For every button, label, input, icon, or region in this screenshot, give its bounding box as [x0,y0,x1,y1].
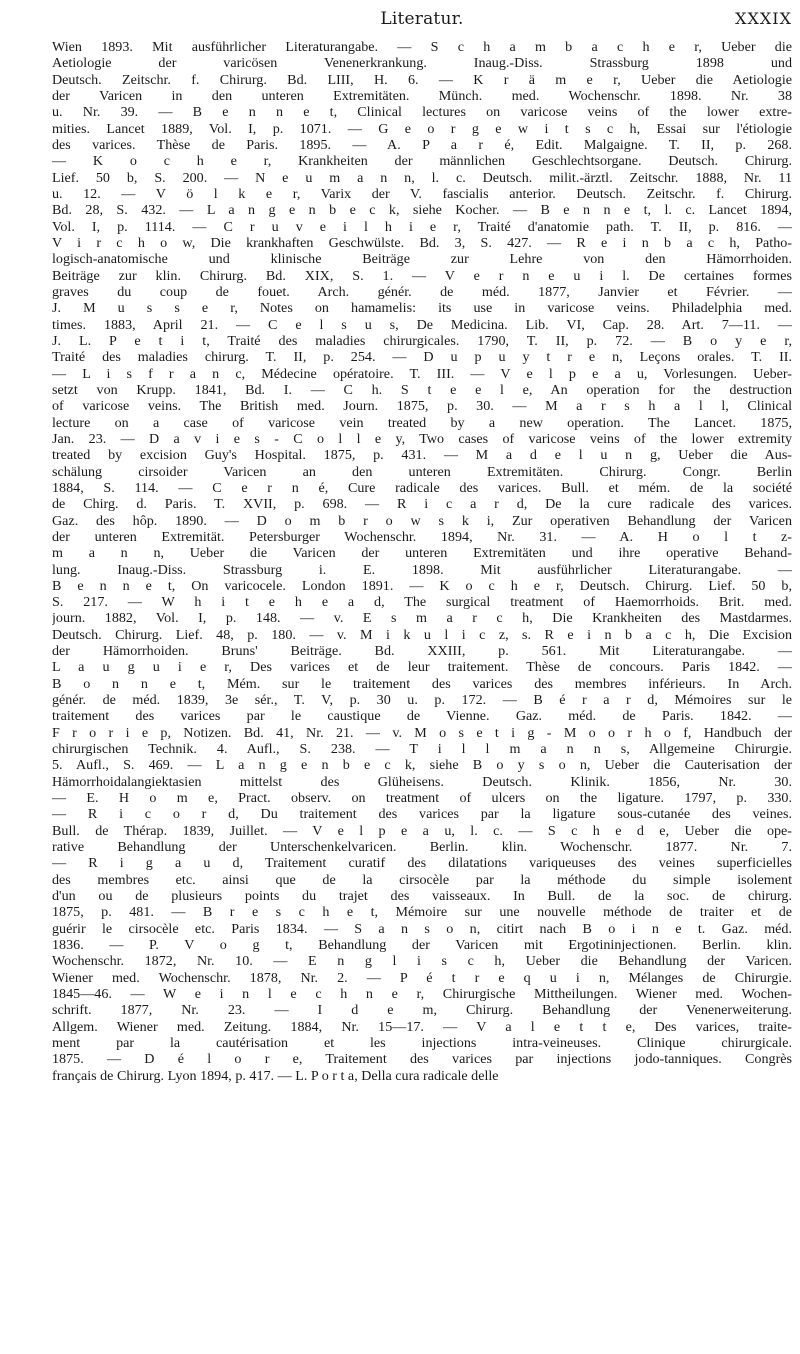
page-number: XXXIX [735,9,792,28]
text-line: génér. de méd. 1839, 3e sér., T. V, p. 30 u. p. 172. — B é r a r d, Mémoires sur le [52,692,792,709]
running-head [52,6,792,32]
text-line: — K o c h e r, Krankheiten der männlichen Geschlechtsorgane. Deutsch. Chirurg. [52,153,792,170]
text-line: V i r c h o w, Die krankhaften Geschwülste. Bd. 3, S. 427. — R e i n b a c h, Patho- [52,234,792,251]
text-line: 1875. — D é l o r e, Traitement des varices par injections jodo-tanniques. Congrès [52,1051,792,1068]
text-line: setzt von Krupp. 1841, Bd. I. — C h. S t e e l e, An operation for the destruction [52,381,792,398]
text-line: of varicose veins. The British med. Journ. 1875, p. 30. — M a r s h a l l, Clinical [52,398,792,415]
text-line: Deutsch. Chirurg. Lief. 48, p. 180. — v. M i k u l i c z, s. R e i n b a c h, Die Excision [52,626,792,643]
text-line: — E. H o m e, Pract. observ. on treatment of ulcers on the ligature. 1797, p. 330. [52,790,792,807]
text-line: Gaz. des hôp. 1890. — D o m b r o w s k i, Zur operativen Behandlung der Varicen [52,512,792,529]
text-line: treated by excision Guy's Hospital. 1875, p. 431. — M a d e l u n g, Ueber die Aus- [52,447,792,464]
text-line: lecture on a case of varicose vein treated by a new operation. The Lancet. 1875, [52,414,792,431]
text-line: ment par la cautérisation et les injections intra-veineuses. Clinique chirurgicale. [52,1035,792,1052]
text-line: des varices. Thèse de Paris. 1895. — A. P a r é, Edit. Malgaigne. T. II, p. 268. [52,136,792,153]
text-line: Wiener med. Wochenschr. 1878, Nr. 2. — P é t r e q u i n, Mélanges de Chirurgie. [52,969,792,986]
text-line: schälung cirsoider Varicen an den unteren Extremitäten. Chirurg. Congr. Berlin [52,463,792,480]
text-line: français de Chirurg. Lyon 1894, p. 417. — L. P o r t a, Della cura radicale delle [52,1067,499,1084]
text-line: Bull. de Thérap. 1839, Juillet. — V e l p e a u, l. c. — S c h e d e, Ueber die ope- [52,822,792,839]
text-line: d'un ou de plusieurs points du trajet des vaisseaux. In Bull. de la soc. de chirurg. [52,888,792,905]
text-line: 5. Aufl., S. 469. — L a n g e n b e c k, siehe B o y s o n, Ueber die Cauterisation der [52,757,792,774]
text-line: — L i s f r a n c, Médecine opératoire. T. III. — V e l p e a u, Vorlesungen. Ueber- [52,365,792,382]
text-line: rative Behandlung der Unterschenkelvaricen. Berlin. klin. Wochenschr. 1877. Nr. 7. [52,839,792,856]
text-line: der Hämorrhoiden. Bruns' Beiträge. Bd. XXIII, p. 561. Mit Literaturangabe. — [52,643,792,660]
text-line: 1884, S. 114. — C e r n é, Cure radicale des varices. Bull. et mém. de la société [52,479,792,496]
text-line: Wien 1893. Mit ausführlicher Literaturangabe. — S c h a m b a c h e r, Ueber die [52,39,792,55]
text-line: m a n n, Ueber die Varicen der unteren Extremitäten und ihre operative Behand- [52,545,792,562]
text-line: Bd. 28, S. 432. — L a n g e n b e c k, siehe Kocher. — B e n n e t, l. c. Lancet 1894, [52,202,792,219]
text-line: 1836. — P. V o g t, Behandlung der Varicen mit Ergotininjectionen. Berlin. klin. [52,937,792,954]
text-line: B e n n e t, On varicocele. London 1891. — K o c h e r, Deutsch. Chirurg. Lief. 50 b, [52,577,792,594]
text-line: S. 217. — W h i t e h e a d, The surgical treatment of Haemorrhoids. Brit. med. [52,594,792,611]
text-line: guérir le cirsocèle etc. Paris 1834. — S a n s o n, citirt nach B o i n e t. Gaz. méd. [52,920,792,937]
text-line: Jan. 23. — D a v i e s - C o l l e y, Two cases of varicose veins of the lower extremity [52,430,792,447]
text-line: u. Nr. 39. — B e n n e t, Clinical lectures on varicose veins of the lower extre- [52,104,792,121]
bibliography-text [52,39,792,1084]
text-line: — R i g a u d, Traitement curatif des dilatations variqueuses des veines superficielles [52,855,792,872]
text-line: logisch-anatomische und klinische Beiträge zur Lehre von den Hämorrhoiden. [52,251,792,268]
text-line: Vol. I, p. 1114. — C r u v e i l h i e r, Traité d'anatomie path. T. II, p. 816. — [52,218,792,235]
page-title: Literatur. [380,9,464,29]
text-line: L a u g u i e r, Des varices et de leur traitement. Thèse de concours. Paris 1842. — [52,659,792,676]
text-line: J. L. P e t i t, Traité des maladies chirurgicales. 1790, T. II, p. 72. — B o y e r, [52,332,792,349]
text-line: — R i c o r d, Du traitement des varices par la ligature sous-cutanée des veines. [52,806,792,823]
text-line: Hämorrhoidalangiektasien mittelst des Glüheisens. Deutsch. Klinik. 1856, Nr. 30. [52,773,792,790]
text-line: 1845—46. — W e i n l e c h n e r, Chirurgische Mittheilungen. Wiener med. Wochen- [52,986,792,1003]
text-line: graves du coup de fouet. Arch. génér. de méd. 1877, Janvier et Février. — [52,283,792,300]
text-line: Deutsch. Zeitschr. f. Chirurg. Bd. LIII, H. 6. — K r ä m e r, Ueber die Aetiologie [52,71,792,88]
text-line: des membres etc. ainsi que de la cirsocèle par la méthode du simple isolement [52,871,792,888]
text-line: traitement des varices par le caustique de Vienne. Gaz. méd. de Paris. 1842. — [52,708,792,725]
text-line: B o n n e t, Mém. sur le traitement des varices des membres inférieurs. In Arch. [52,675,792,692]
text-line: Aetiologie der varicösen Venenerkrankung. Inaug.-Diss. Strassburg 1898 und [52,55,792,72]
text-line: u. 12. — V ö l k e r, Varix der V. fascialis anterior. Deutsch. Zeitschr. f. Chirurg. [52,185,792,202]
text-line: Lief. 50 b, S. 200. — N e u m a n n, l. c. Deutsch. milit.-ärztl. Zeitschr. 1888, Nr. 11 [52,169,792,186]
text-line: Beiträge zur klin. Chirurg. Bd. XIX, S. 1. — V e r n e u i l. De certaines formes [52,267,792,284]
text-line: schrift. 1877, Nr. 23. — I d e m, Chirurg. Behandlung der Venenerweiterung. [52,1002,792,1019]
text-line: times. 1883, April 21. — C e l s u s, De Medicina. Lib. VI, Cap. 28. Art. 7—11. — [52,316,792,333]
text-line: Wochenschr. 1872, Nr. 10. — E n g l i s c h, Ueber die Behandlung der Varicen. [52,953,792,970]
text-line: 1875, p. 481. — B r e s c h e t, Mémoire sur une nouvelle méthode de traiter et de [52,904,792,921]
text-line: Allgem. Wiener med. Zeitung. 1884, Nr. 15—17. — V a l e t t e, Des varices, traite- [52,1018,792,1035]
text-line: mities. Lancet 1889, Vol. I, p. 1071. — G e o r g e w i t s c h, Essai sur l'étiologie [52,120,792,137]
text-line: lung. Inaug.-Diss. Strassburg i. E. 1898. Mit ausführlicher Literaturangabe. — [52,561,792,578]
text-line: de Chirg. d. Paris. T. XVII, p. 698. — R i c a r d, De la cure radicale des varices. [52,496,792,513]
text-line: der Varicen in den unteren Extremitäten. Münch. med. Wochenschr. 1898. Nr. 38 [52,87,792,104]
text-line: chirurgischen Technik. 4. Aufl., S. 238. — T i l l m a n n s, Allgemeine Chirurgie. [52,741,792,758]
text-line: Traité des maladies chirurg. T. II, p. 254. — D u p u y t r e n, Leçons orales. T. II. [52,349,792,366]
text-line: F r o r i e p, Notizen. Bd. 41, Nr. 21. — v. M o s e t i g - M o o r h o f, Handbuch der [52,724,792,741]
text-line: J. M u s s e r, Notes on hamamelis: its use in varicose veins. Philadelphia med. [52,300,792,317]
text-line: journ. 1882, Vol. I, p. 148. — v. E s m a r c h, Die Krankheiten des Mastdarmes. [52,610,792,627]
text-line: der unteren Extremität. Petersburger Wochenschr. 1894, Nr. 31. — A. H o l t z- [52,528,792,545]
